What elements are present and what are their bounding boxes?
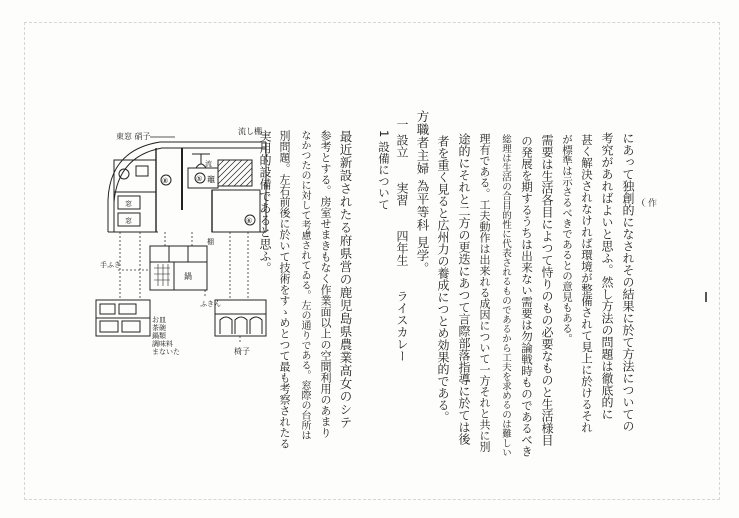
left-column-2: 参考とする。房室せまきもなく作業面以上の空間利用のあまり (319, 130, 332, 438)
circled-number-b: ⑧ (162, 177, 169, 185)
right-column-4: が標準は示さるべきであるとの意見もある。 (561, 134, 573, 344)
circled-number-a: ⑤ (196, 175, 203, 183)
stool-3 (250, 317, 262, 334)
left-column-4: 別問題。左右前後に於いて技術をすゝめとつて最も考察されたる (278, 130, 291, 449)
cupboard-box-4 (122, 321, 140, 332)
sink-shelf-label: 流し棚 (238, 127, 262, 136)
cabinet-upper (114, 160, 156, 192)
cabinet-cell-a-label: 窓 (125, 200, 132, 208)
right-column-5: 需要は生活各目によつて恃りのもの必要なものと生活様目 (540, 134, 554, 446)
circled-number-c: ⑥ (246, 217, 253, 225)
cupboard-item-5: まないた (152, 348, 180, 356)
faucet-label: 流 (205, 160, 212, 168)
right-column-13: 1 設備について (377, 130, 391, 210)
shelf-label: 棚 (207, 238, 214, 246)
left-column-5: 実用的設備であると思ふ。 (258, 130, 272, 274)
shelf-top (150, 246, 207, 262)
right-column-6: の発展を期するうちは出来ない需要は勿論戦時ものであるべき (520, 135, 534, 457)
cupboard-item-2: 茶碗 (152, 324, 166, 332)
cupboard-item-1: お皿 (152, 316, 166, 324)
shelf-bottom (150, 262, 207, 290)
right-column-12: 一 設立 実習 四年生 ライスカレー (395, 118, 409, 362)
cupboard-item-3: 鍋類 (152, 332, 166, 340)
cupboard-box-3 (100, 321, 118, 332)
right-column-8: 理有である。工夫動作は出来れる成因について一方それと共に別 (478, 133, 491, 452)
towel-label: 手ふき (100, 261, 121, 269)
hatch-lines (218, 160, 252, 186)
right-column-2: 考究があればよいと思ふ。然し方法の問題は徹底的に (600, 132, 614, 420)
dish-rack-grid (154, 264, 170, 286)
right-column-9: 途的にそれと二方の更迭にあつて言際部落指導に於ては後 (457, 133, 471, 445)
right-column-11: 方職者主婦 為平等科 見学。 (415, 110, 430, 275)
left-column-3: なかつたのに対して考慮されてゐる。左の通りである。窓際の台所は (299, 130, 310, 440)
right-column-1: にあって独創的になされその結果に於て方法についての (621, 132, 635, 432)
chairs-label: 椅子 (234, 347, 250, 356)
stool-2 (235, 317, 247, 334)
left-column-1: 最近新設されたる府県営の鹿児島県農業高女のシテ (338, 130, 353, 429)
cabinet-cell-b-label: 窓 (125, 217, 132, 225)
cupboard-box-2 (119, 304, 136, 314)
margin-note: 作 (642, 198, 658, 207)
right-column-7: 総理は生活の合目的性に代表されるものであるから工夫を求めるのは難しい (500, 134, 511, 457)
cabinet-upper-box (136, 166, 148, 176)
cupboard-item-4: 調味料 (152, 340, 173, 348)
storage-box (212, 190, 260, 232)
window-note-label: 東窓 硝子 (116, 132, 151, 141)
pot-label: 鍋 (184, 272, 192, 281)
stool-1 (220, 317, 232, 334)
right-column-10: 者を重く見ると広州力の養成につとめ効果的である。 (436, 135, 450, 423)
right-column-3: 甚く解決されなければ環境が整備されて見上に於けるそれ (580, 134, 594, 433)
cupboard-box-1 (100, 304, 115, 314)
cloth-label: ふきん (200, 300, 221, 308)
stove-label: 竈 (207, 175, 215, 184)
